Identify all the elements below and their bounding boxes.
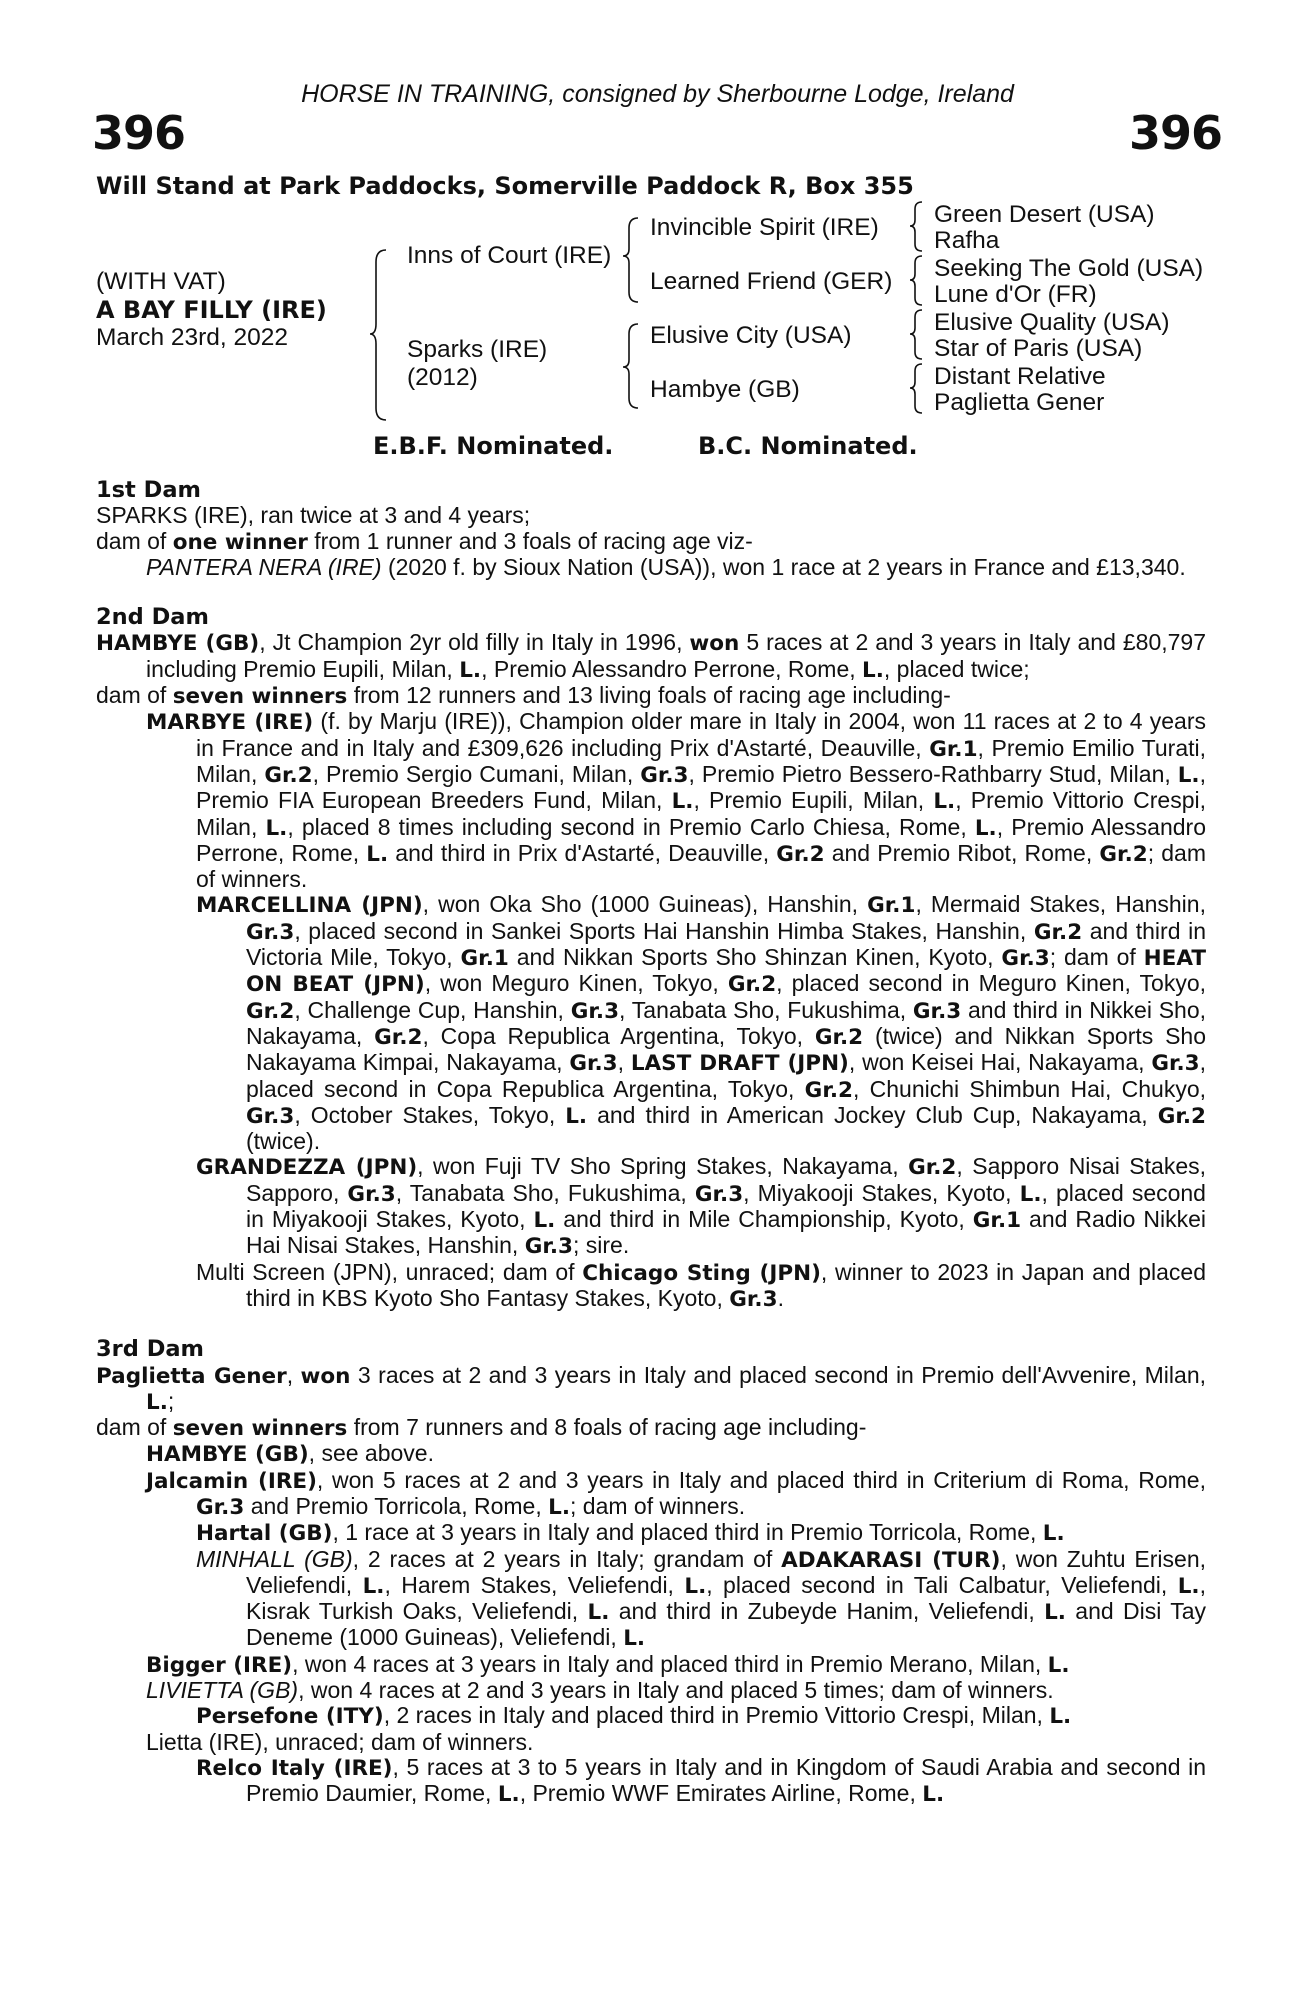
sire-bracket bbox=[620, 216, 644, 306]
ancestor-5: Elusive Quality (USA) bbox=[934, 309, 1170, 336]
catalog-header: HORSE IN TRAINING, consigned by Sherbourne Lodge, Ireland bbox=[301, 80, 1014, 108]
dam-year: (2012) bbox=[407, 364, 478, 391]
lietta-entry: Lietta (IRE), unraced; dam of winners. bbox=[146, 1728, 534, 1755]
sire-sire: Invincible Spirit (IRE) bbox=[650, 214, 879, 241]
brace-3 bbox=[908, 308, 928, 364]
persefone-entry: Persefone (ITY), 2 races in Italy and placed third in Premio Vittorio Crespi, Milan, L. bbox=[196, 1702, 1072, 1730]
relco-italy-entry: Relco Italy (IRE), 5 races at 3 to 5 years in Italy and in Kingdom of Saudi Arabia and second in Premio Daumier, Rome, L., Premio WWF Emirates Airline, Rome, L. bbox=[196, 1753, 1206, 1808]
sire-name: Inns of Court (IRE) bbox=[407, 242, 612, 269]
hartal-entry: Hartal (GB), 1 race at 3 years in Italy and placed third in Premio Torricola, Rome, L. bbox=[196, 1519, 1065, 1547]
first-dam-heading: 1st Dam bbox=[96, 477, 201, 503]
lot-number-left: 396 bbox=[92, 106, 186, 160]
dam-dam: Hambye (GB) bbox=[650, 376, 800, 403]
livietta-entry: LIVIETTA (GB), won 4 races at 2 and 3 years in Italy and placed 5 times; dam of winners. bbox=[146, 1677, 1054, 1704]
ancestor-7: Distant Relative bbox=[934, 363, 1106, 390]
jalcamin-entry: Jalcamin (IRE), won 5 races at 2 and 3 years in Italy and placed third in Criterium di Roma, Rome, Gr.3 and Premio Torricola, Rome, L.; dam of winners. bbox=[146, 1466, 1206, 1520]
first-dam-foal-entry: PANTERA NERA (IRE) (2020 f. by Sioux Nation (USA)), won 1 race at 2 years in France and £13,340. bbox=[146, 553, 1186, 580]
grandezza-entry: GRANDEZZA (JPN), won Fuji TV Sho Spring Stakes, Nakayama, Gr.2, Sapporo Nisai Stakes, Sapporo, Gr.3, Tanabata Sho, Fukushima, Gr.3, Miyakooji Stakes, Kyoto, L., placed second in Miyakooji Stakes, Kyoto, L. and third in Mile Championship, Kyoto, Gr.1 and Radio Nikkei Hai Nisai Stakes, Hanshin, Gr.3; sire. bbox=[196, 1153, 1207, 1260]
minhall-entry: MINHALL (GB), 2 races at 2 years in Italy; grandam of ADAKARASI (TUR), won Zuhtu Erisen, Veliefendi, L., Harem Stakes, Veliefendi, L., placed second in Tali Calbatur, Veliefendi, L., Kisrak Turkish Oaks, Veliefendi, L. and third in Zubeyde Hanim, Veliefendi, L. and Disi Tay Deneme (1000 Guineas), Veliefendi, L. bbox=[196, 1545, 1206, 1652]
brace-4 bbox=[908, 362, 928, 418]
third-dam-record: Paglietta Gener, won 3 races at 2 and 3 years in Italy and placed second in Premio dell'Avvenire, Milan, L.; bbox=[96, 1361, 1206, 1415]
hambye-see-above: HAMBYE (GB), see above. bbox=[146, 1440, 434, 1468]
marbye-entry: MARBYE (IRE) (f. by Marju (IRE)), Champion older mare in Italy in 2004, won 11 races at 2 to 4 years in France and in Italy and £309,626 including Prix d'Astarté, Deauville, Gr.1, Premio Emilio Turati, Milan, Gr.2, Premio Sergio Cumani, Milan, Gr.3, Premio Pietro Bessero-Rathbarry Stud, Milan, L., Premio FIA European Breeders Fund, Milan, L., Premio Eupili, Milan, L., Premio Vittorio Crespi, Milan, L., placed 8 times including second in Premio Carlo Chiesa, Rome, L., Premio Alessandro Perrone, Rome, L. and third in Prix d'Astarté, Deauville, Gr.2 and Premio Ribot, Rome, Gr.2; dam of winners. bbox=[146, 708, 1206, 893]
second-dam-heading: 2nd Dam bbox=[96, 604, 209, 631]
third-dam-heading: 3rd Dam bbox=[96, 1336, 204, 1363]
second-dam-produce-summary: dam of seven winners from 12 runners and 13 living foals of racing age including- bbox=[96, 682, 951, 710]
dam-sire: Elusive City (USA) bbox=[650, 322, 852, 349]
ancestor-2: Rafha bbox=[934, 227, 1000, 254]
brace-1 bbox=[908, 200, 928, 256]
ancestor-4: Lune d'Or (FR) bbox=[934, 281, 1097, 308]
ancestor-8: Paglietta Gener bbox=[934, 389, 1105, 416]
sire-dam: Learned Friend (GER) bbox=[650, 268, 893, 295]
stand-location: Will Stand at Park Paddocks, Somerville Paddock R, Box 355 bbox=[96, 172, 914, 200]
horse-name: A BAY FILLY (IRE) bbox=[96, 296, 327, 324]
marcellina-entry: MARCELLINA (JPN), won Oka Sho (1000 Guineas), Hanshin, Gr.1, Mermaid Stakes, Hanshin, Gr.3, placed second in Sankei Sports Hai Hanshin Himba Stakes, Hanshin, Gr.2 and third in Victoria Mile, Tokyo, Gr.1 and Nikkan Sports Sho Shinzan Kinen, Kyoto, Gr.3; dam of HEAT ON BEAT (JPN), won Meguro Kinen, Tokyo, Gr.2, placed second in Meguro Kinen, Tokyo, Gr.2, Challenge Cup, Hanshin, Gr.3, Tanabata Sho, Fukushima, Gr.3 and third in Nikkei Sho, Nakayama, Gr.2, Copa Republica Argentina, Tokyo, Gr.2 (twice) and Nikkan Sports Sho Nakayama Kimpai, Nakayama, Gr.3, LAST DRAFT (JPN), won Keisei Hai, Nakayama, Gr.3, placed second in Copa Republica Argentina, Tokyo, Gr.2, Chunichi Shimbun Hai, Chukyo, Gr.3, October Stakes, Tokyo, L. and third in American Jockey Club Cup, Nakayama, Gr.2 (twice). bbox=[196, 891, 1207, 1155]
first-dam-record: SPARKS (IRE), ran twice at 3 and 4 years; bbox=[96, 502, 531, 529]
lot-number-right: 396 bbox=[1128, 106, 1222, 160]
second-dam-record: HAMBYE (GB), Jt Champion 2yr old filly in Italy in 1996, won 5 races at 2 and 3 years in Italy and £80,797 including Premio Eupili, Milan, L., Premio Alessandro Perrone, Rome, L., placed twice; bbox=[96, 629, 1206, 683]
dam-bracket bbox=[620, 322, 644, 412]
ebf-nomination: E.B.F. Nominated. bbox=[373, 432, 614, 460]
multi-screen-entry: Multi Screen (JPN), unraced; dam of Chicago Sting (JPN), winner to 2023 in Japan and placed third in KBS Kyoto Sho Fantasy Stakes, Kyoto, Gr.3. bbox=[196, 1258, 1206, 1312]
foaling-date: March 23rd, 2022 bbox=[96, 324, 289, 351]
ancestor-1: Green Desert (USA) bbox=[934, 201, 1155, 228]
ancestor-6: Star of Paris (USA) bbox=[934, 335, 1143, 362]
pedigree-bracket bbox=[368, 248, 392, 423]
brace-2 bbox=[908, 254, 928, 310]
vat-note: (WITH VAT) bbox=[96, 268, 226, 295]
first-dam-produce-summary: dam of one winner from 1 runner and 3 foals of racing age viz- bbox=[96, 527, 753, 555]
ancestor-3: Seeking The Gold (USA) bbox=[934, 255, 1204, 282]
catalogue-body bbox=[96, 478, 1206, 1808]
bc-nomination: B.C. Nominated. bbox=[698, 432, 918, 460]
third-dam-produce-summary: dam of seven winners from 7 runners and 8 foals of racing age including- bbox=[96, 1414, 867, 1442]
bigger-entry: Bigger (IRE), won 4 races at 3 years in Italy and placed third in Premio Merano, Milan, L. bbox=[146, 1650, 1070, 1678]
dam-name: Sparks (IRE) bbox=[407, 336, 548, 363]
